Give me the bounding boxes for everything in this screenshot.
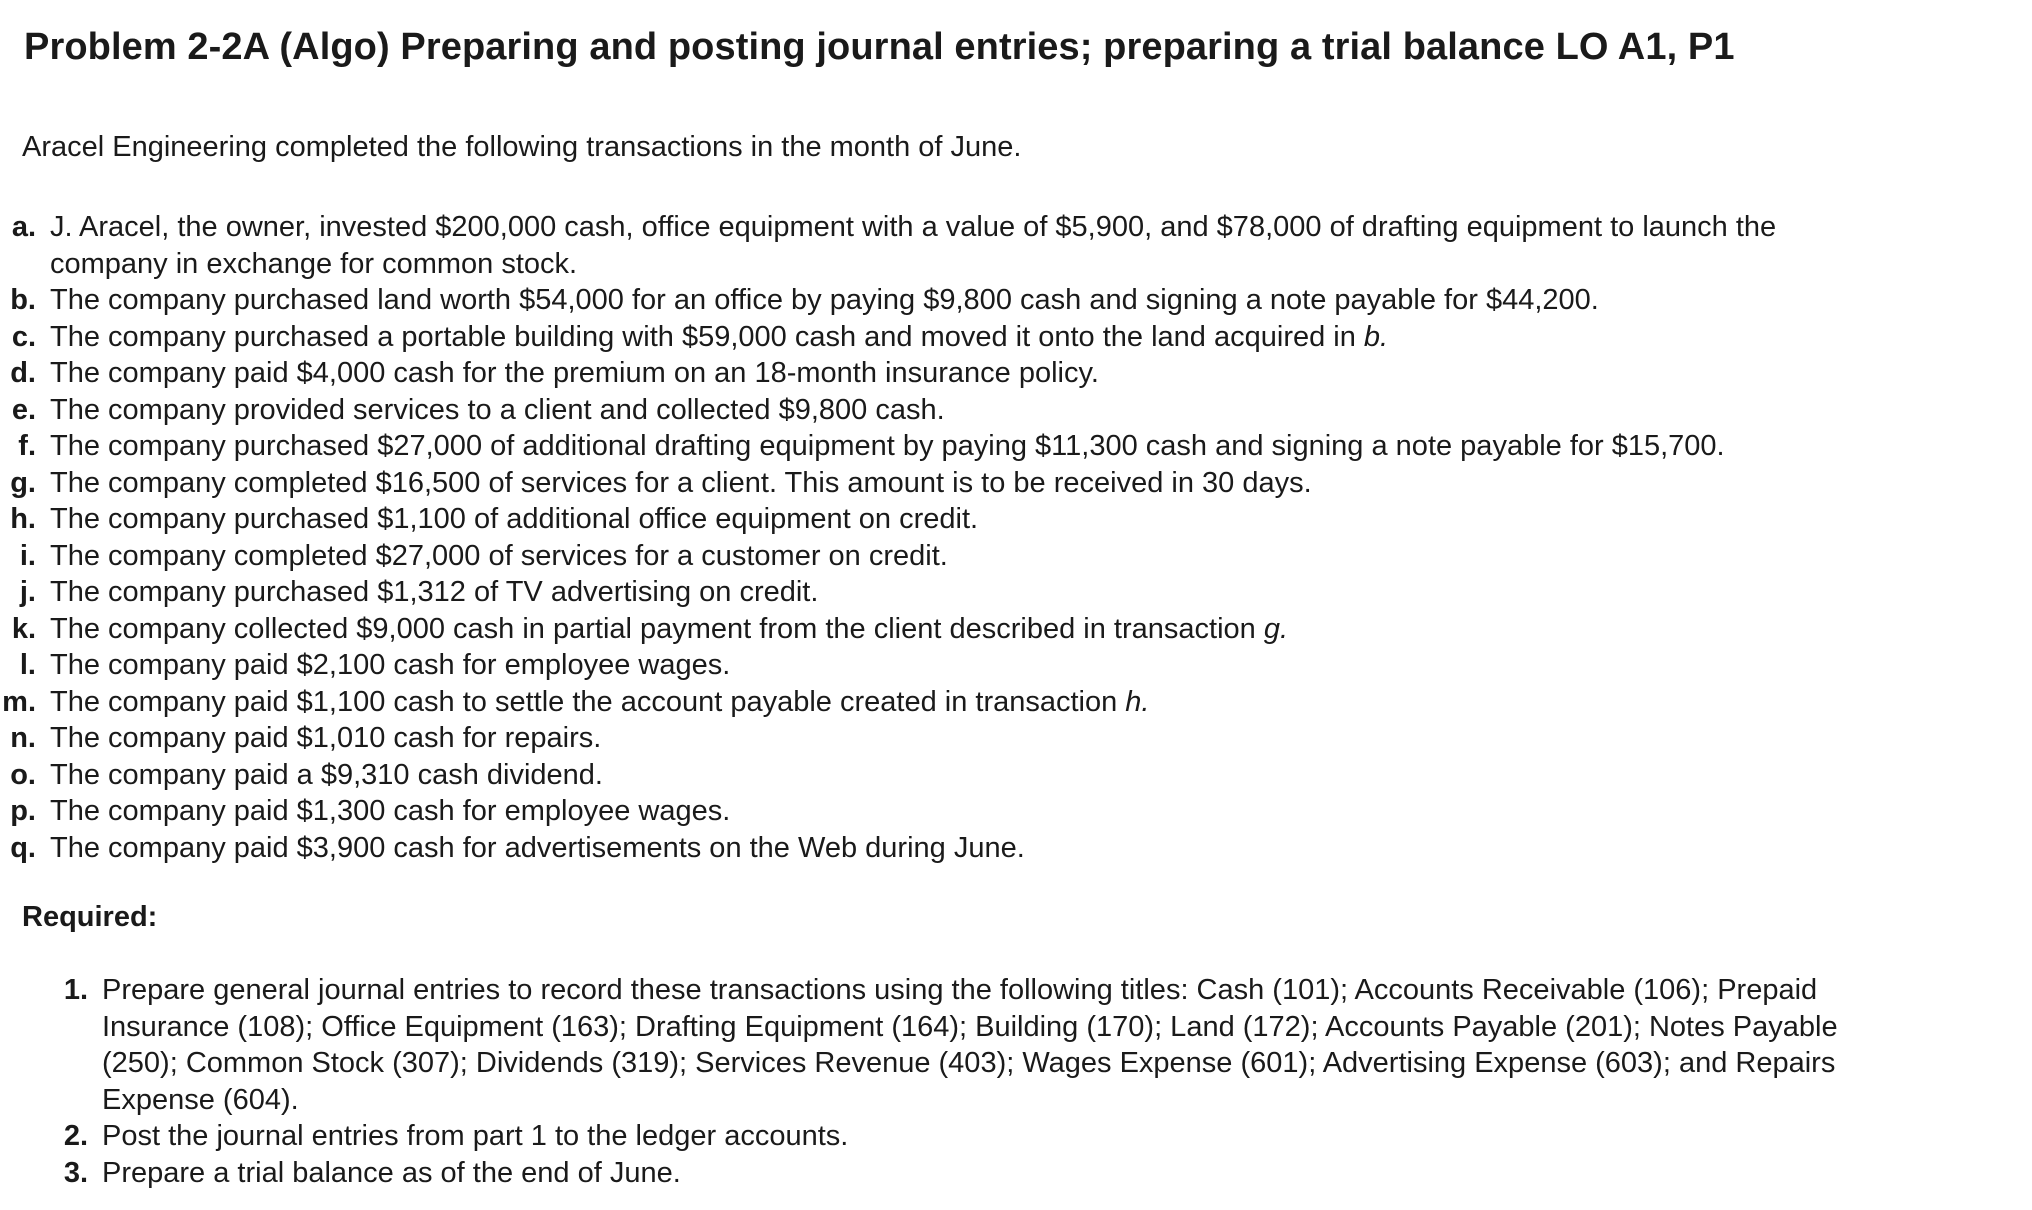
transaction-item-e <box>0 392 1830 429</box>
transaction-item-h <box>0 501 1830 538</box>
transaction-letter: e. <box>11 393 36 426</box>
requirement-number: 2. <box>63 1120 88 1152</box>
transaction-item-p <box>0 793 1830 830</box>
requirement-text: Prepare a trial balance as of the end of June. <box>102 1156 681 1189</box>
transaction-item-g <box>0 465 1830 502</box>
requirement-item-3 <box>0 1155 1912 1192</box>
transaction-item-l <box>0 647 1830 684</box>
transaction-item-q <box>0 830 1830 867</box>
transaction-text: The company paid $1,100 cash to settle the account payable created in transaction <box>50 685 1126 718</box>
required-heading: Required: <box>22 901 158 933</box>
transaction-item-i <box>0 538 1830 575</box>
transaction-letter: l. <box>19 649 36 681</box>
transaction-text: The company purchased $1,312 of TV advertising on credit. <box>50 576 819 608</box>
transaction-item-m <box>0 684 1830 721</box>
transaction-letter: i. <box>19 539 36 572</box>
transaction-text: The company provided services to a client and collected $9,800 cash. <box>50 393 945 426</box>
transaction-list <box>0 209 1830 866</box>
transaction-letter: f. <box>18 430 36 462</box>
requirement-text: Prepare general journal entries to record these transactions using the following titles: Cash (101); Accounts Receivable (106); Prepaid Insurance (108); Office Equipment (163); Drafting Equipment (164); Building (170); Land (172); Accounts Payable (201); Notes Payable (250); Common Stock (307); Dividends (319); Services Revenue (403); Wages Expense (601); Advertising Expense (603); and Repairs Expense (604). <box>102 974 1838 1116</box>
requirement-number: 3. <box>63 1156 88 1189</box>
transaction-letter: d. <box>10 357 36 389</box>
transaction-letter: o. <box>10 758 36 791</box>
transaction-letter: g. <box>10 466 36 499</box>
transaction-reference: b. <box>1363 320 1389 353</box>
transaction-letter: a. <box>11 211 36 243</box>
transaction-text: The company completed $16,500 of services for a client. This amount is to be received in 30 days. <box>50 466 1312 499</box>
transaction-reference: h. <box>1125 685 1150 718</box>
transaction-letter: n. <box>10 722 36 754</box>
page-title: Problem 2-2A (Algo) Preparing and posting journal entries; preparing a trial balance LO A1, P1 <box>24 26 1735 68</box>
transaction-text: The company purchased $27,000 of additional drafting equipment by paying $11,300 cash and signing a note payable for $15,700. <box>50 430 1725 462</box>
transaction-letter: h. <box>10 503 36 535</box>
transaction-letter: j. <box>19 576 36 608</box>
transaction-text: The company paid $1,010 cash for repairs. <box>50 722 602 754</box>
transaction-text: The company purchased $1,100 of additional office equipment on credit. <box>50 503 979 535</box>
transaction-item-n <box>0 720 1830 757</box>
requirement-number: 1. <box>63 974 88 1006</box>
transaction-item-b <box>0 282 1830 319</box>
requirements-list <box>0 972 1912 1191</box>
transaction-item-c <box>0 319 1830 356</box>
transaction-text: The company purchased land worth $54,000 for an office by paying $9,800 cash and signing a note payable for $44,200. <box>50 284 1599 316</box>
intro-text: Aracel Engineering completed the following transactions in the month of June. <box>22 131 1022 163</box>
transaction-text: The company paid $4,000 cash for the premium on an 18-month insurance policy. <box>50 357 1099 389</box>
transaction-reference: g. <box>1263 612 1289 645</box>
transaction-text: The company paid a $9,310 cash dividend. <box>50 758 603 791</box>
requirement-item-2 <box>0 1118 1912 1155</box>
transaction-letter: p. <box>10 795 36 827</box>
transaction-letter: k. <box>11 612 36 645</box>
transaction-item-j <box>0 574 1830 611</box>
transaction-text: The company completed $27,000 of services for a customer on credit. <box>50 539 948 572</box>
transaction-item-k <box>0 611 1830 648</box>
transaction-item-a <box>0 209 1830 282</box>
transaction-text: The company collected $9,000 cash in partial payment from the client described in transaction <box>50 612 1264 645</box>
transaction-item-o <box>0 757 1830 794</box>
requirement-text: Post the journal entries from part 1 to the ledger accounts. <box>102 1120 849 1152</box>
transaction-letter: b. <box>10 284 36 316</box>
transaction-text: J. Aracel, the owner, invested $200,000 cash, office equipment with a value of $5,900, and $78,000 of drafting equipment to launch the company in exchange for common stock. <box>50 211 1777 280</box>
transaction-item-f <box>0 428 1830 465</box>
transaction-text: The company paid $3,900 cash for advertisements on the Web during June. <box>50 831 1025 864</box>
transaction-text: The company paid $2,100 cash for employee wages. <box>50 649 731 681</box>
transaction-letter: q. <box>10 831 36 864</box>
transaction-letter: m. <box>2 685 36 718</box>
transaction-text: The company purchased a portable building with $59,000 cash and moved it onto the land acquired in <box>50 320 1364 353</box>
transaction-text: The company paid $1,300 cash for employee wages. <box>50 795 731 827</box>
transaction-letter: c. <box>11 320 36 353</box>
transaction-item-d <box>0 355 1830 392</box>
requirement-item-1 <box>0 972 1912 1118</box>
